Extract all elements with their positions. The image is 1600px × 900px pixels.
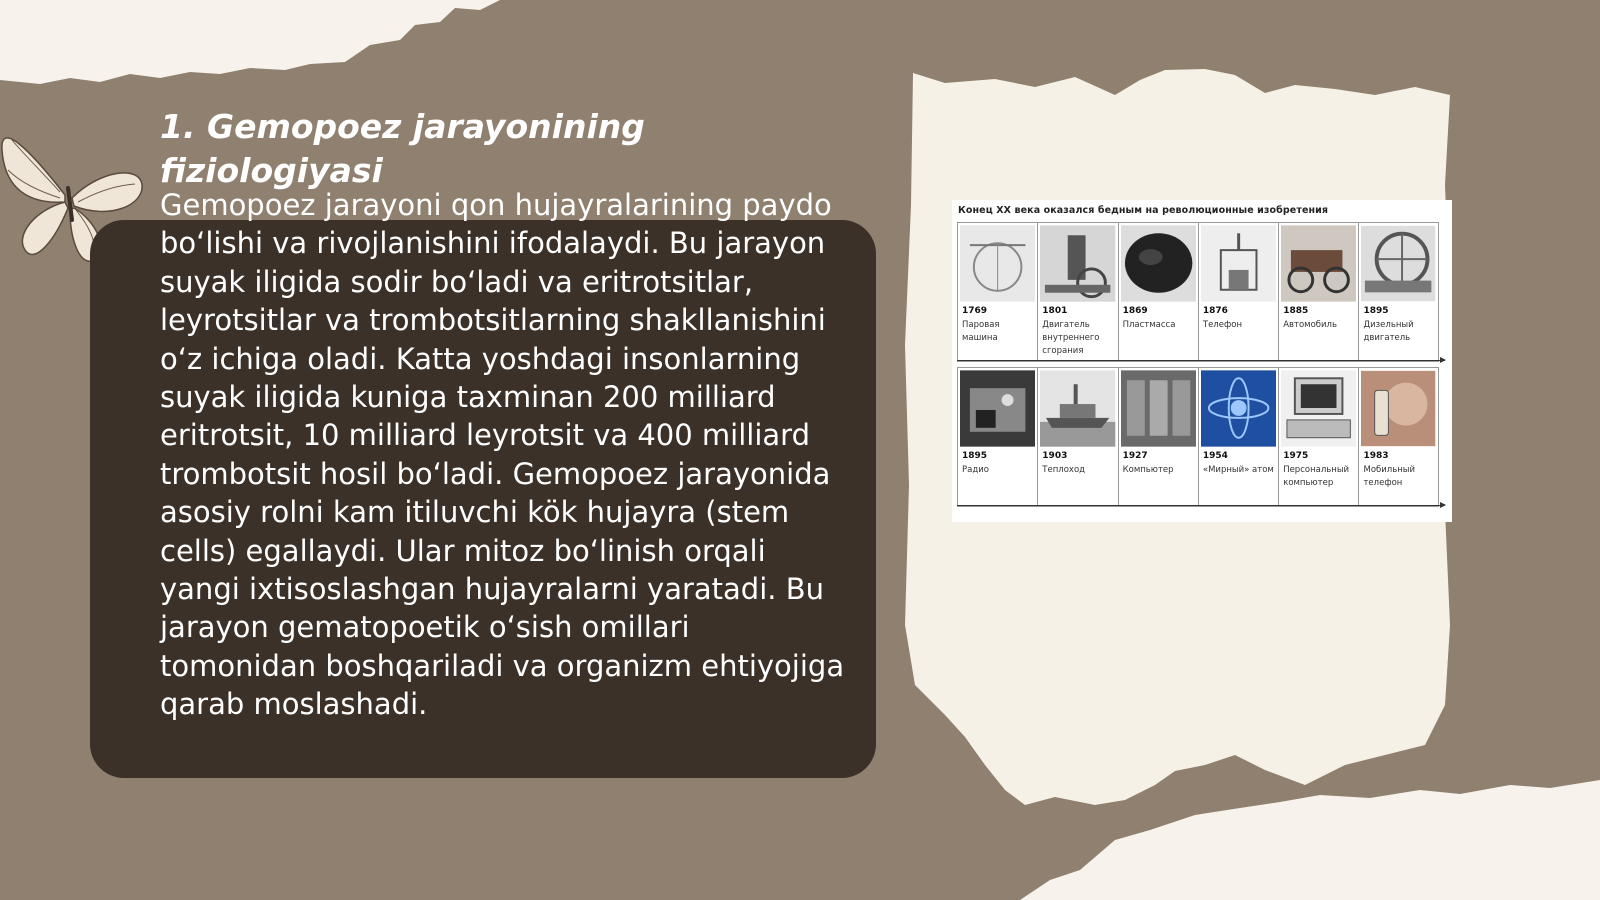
timeline-arrow — [957, 505, 1445, 506]
timeline-item — [1037, 367, 1117, 507]
timeline-caption: Автомобиль — [1283, 320, 1337, 330]
timeline-year: 1983 — [1363, 451, 1389, 461]
car-icon — [1281, 225, 1356, 302]
timeline-year: 1954 — [1202, 451, 1228, 461]
timeline-caption: Дизельный двигатель — [1363, 320, 1414, 343]
ship-icon — [1040, 370, 1115, 447]
timeline-item — [1358, 367, 1438, 507]
diesel-engine-icon — [1361, 225, 1435, 302]
timeline-arrow — [957, 360, 1445, 361]
timeline-caption: Компьютер — [1122, 465, 1174, 475]
timeline-item — [1198, 222, 1278, 362]
timeline-year: 1895 — [1363, 306, 1389, 316]
timeline-item — [957, 222, 1037, 362]
atom-icon — [1201, 370, 1276, 447]
steam-engine-icon — [960, 225, 1035, 302]
timeline-caption: «Мирный» атом — [1202, 465, 1274, 475]
timeline-year: 1876 — [1202, 306, 1228, 316]
timeline-caption: Мобильный телефон — [1363, 465, 1416, 488]
timeline-year: 1975 — [1283, 451, 1309, 461]
timeline-year: 1927 — [1122, 451, 1148, 461]
timeline-item — [1358, 222, 1438, 362]
timeline-caption: Пластмасса — [1122, 320, 1176, 330]
timeline-item — [1278, 222, 1358, 362]
timeline-row-2 — [957, 367, 1439, 507]
timeline-item — [1118, 367, 1198, 507]
timeline-caption: Персональный компьютер — [1283, 465, 1350, 488]
computer-icon — [1121, 370, 1196, 447]
slide-title: 1. Gemopoez jarayonining fiziologiyasi — [160, 107, 645, 190]
body-text: Gemopoez jarayoni qon hujayralarining paydo bo‘lishi va rivojlanishini ifodalaydi. Bu jarayon suyak iligida sodir bo‘ladi va eritrotsitlar, leyrotsitlar va trombotsitlarning shakllanishini o‘z ichiga oladi. Katta yoshdagi insonlarning suyak iligida kuniga taxminan 200 milliard eritrotsit, 10 milliard leyrotsit va 400 milliard trombotsit hosil bo‘ladi. Gemopoez jarayonida asosiy rolni kam itiluvchi kök hujayra (stem cells) egallaydi. Ular mitoz bo‘linish orqali yangi ixtisoslashgan hujayralarni yaratadi. Bu jarayon gematopoetik o‘sish omillari tomonidan boshqariladi va organizm ehtiyojiga qarab moslashadi. — [160, 188, 845, 722]
pc-icon — [1281, 370, 1356, 447]
torn-paper-top-left — [0, 0, 560, 120]
timeline-caption: Телефон — [1202, 320, 1242, 330]
timeline-caption: Теплоход — [1042, 465, 1086, 475]
timeline-item — [1278, 367, 1358, 507]
timeline-year: 1769 — [962, 306, 988, 316]
figure-title: Конец XX века оказался бедным на революционные изобретения — [958, 205, 1329, 216]
timeline-year: 1903 — [1042, 451, 1068, 461]
timeline-year: 1869 — [1122, 306, 1148, 316]
radio-icon — [960, 370, 1035, 447]
mobile-phone-icon — [1361, 370, 1435, 447]
timeline-year: 1895 — [962, 451, 988, 461]
timeline-year: 1885 — [1283, 306, 1309, 316]
timeline-caption: Двигатель внутреннего сгорания — [1042, 320, 1100, 356]
inventions-figure — [952, 200, 1452, 522]
telephone-icon — [1201, 225, 1276, 302]
engine-icon — [1040, 225, 1115, 302]
timeline-item — [957, 367, 1037, 507]
timeline-year: 1801 — [1042, 306, 1068, 316]
timeline-caption: Паровая машина — [962, 320, 1000, 343]
timeline-row-1 — [957, 222, 1439, 362]
plastic-icon — [1121, 225, 1196, 302]
timeline-caption: Радио — [962, 465, 989, 475]
timeline-item — [1118, 222, 1198, 362]
timeline-item — [1198, 367, 1278, 507]
timeline-item — [1037, 222, 1117, 362]
